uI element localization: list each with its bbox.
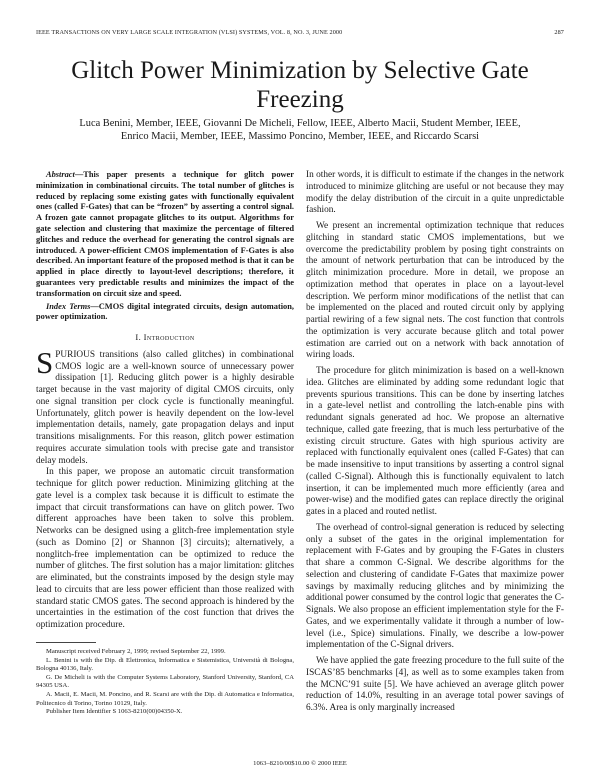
footnote-publisher-id: Publisher Item Identifier S 1063-8210(00)04350-X. — [46, 708, 183, 716]
left-column — [36, 170, 294, 632]
abstract-lead: Abstract — [46, 170, 75, 179]
copyright-line: 1063–8210/00$10.00 © 2000 IEEE — [253, 760, 347, 767]
abstract-text: —This paper presents a technique for glitch power minimization in combinational circuits. The total number of glitches is reduced by replacing some existing gates with functionally equivalent ones (called F-Gates) that can be “frozen” by asserting a control signal. A frozen gate cannot propagate glitches to its output. Algorithms for gate selection and clustering that maximize the percentage of filtered glitches and reduce the overhead for generating the control signals are introduced. A power-efficient CMOS implementation of F-Gates is also described. An important feature of the proposed method is that it can be applied in place directly to layout-level descriptions; therefore, it guarantees very predictable results and minimizes the impact of the transformation on circuit size and speed. — [36, 170, 294, 298]
abstract — [36, 170, 294, 300]
right-paragraph-3: The procedure for glitch minimization is based on a well-known idea. Glitches are eliminated by adding some redundant logic that prevents spurious transitions. This can be done by inserting latches in a gate-level netlist and controlling the latch-enable pins with redundant signals generated ad hoc. We propose an alternative technique, called gate freezing, that is much less perturbative of the existing circuit structure. Gates with high spurious activity are replaced with functionally equivalent ones (called F-Gates) that can be made insensitive to input transitions by asserting a control signal (called C-Signal). Although this is functionally equivalent to latch insertion, it can be implemented much more efficiently (area and power-wise) and the modified gates can replace directly the original gates in a placed and routed netlist. — [306, 366, 564, 517]
footnotes — [36, 648, 294, 717]
author-block — [60, 117, 540, 143]
right-paragraph-5: We have applied the gate freezing procedure to the full suite of the ISCAS’85 benchmarks [4], as well as to some examples taken from the MCNC’91 suite [5]. We have achieved an average glitch power reduction of 14.0%, resulting in an average total power savings of 6.3%. Area is only marginally increased — [306, 656, 564, 713]
footnote-benini: L. Benini is with the Dip. di Elettronica, Informatica e Sistemistica, Università di Bologna, Bologna 40136, Italy. — [36, 656, 294, 673]
right-paragraph-2: We present an incremental optimization technique that reduces glitching in standard static CMOS implementations, but we overcome the predictability problem by posing tight constraints on the amount of network perturbation that can be introduced by the glitch minimization procedure. More in detail, we propose an optimization method that operates in place on a layout-level description. We perform minor modifications of the netlist that can be implemented on the placed and routed circuit only by applying partial rewiring of a few signal nets. The cost function that controls the optimization is very accurate because glitch and total power estimation are carried out on a network with back annotation of wiring loads. — [306, 221, 564, 361]
index-terms — [36, 302, 294, 324]
intro-paragraph-2: In this paper, we propose an automatic circuit transformation technique for glitch power reduction. Minimizing glitching at the gate level is a complex task because it is difficult to estimate the impact that circuit transformations can have on glitch power. Two different approaches have been taken to solve this problem. Networks can be designed using a glitch-free implementation style (such as Domino [2] or Shannon [3] circuits); alternatively, a nonglitch-free implementation can be optimized to reduce the number of glitches. The first solution has a major limitation: glitches are eliminated, but the constraints imposed by the design style may lead to circuits that are less power efficient than those realized with standard static CMOS gates. The second approach is hindered by the uncertainties in the estimation of the cost function that drives the optimization procedure. — [36, 467, 294, 631]
footnote-divider — [36, 642, 96, 643]
footnote-manuscript: Manuscript received February 2, 1999; revised September 22, 1999. — [46, 648, 226, 655]
footnote-de-micheli: G. De Micheli is with the Computer Systems Laboratory, Stanford University, Stanford, CA 94305 USA. — [36, 673, 294, 690]
authors-line-2: Enrico Macii, Member, IEEE, Massimo Poncino, Member, IEEE, and Riccardo Scarsi — [120, 131, 480, 142]
index-terms-text: —CMOS digital integrated circuits, design automation, power optimization. — [36, 301, 295, 322]
intro-paragraph-1: SPURIOUS transitions (also called glitches) in combinational CMOS logic are a well-known source of unnecessary power dissipation [1]. Reducing glitch power is a highly desirable target because in the vast majority of digital CMOS circuits, only one signal transition per clock cycle is functionally meaningful. Unfortunately, glitch power is heavily dependent on the low-level implementation details, namely, gate propagation delays and input transitions misalignments. For this reason, glitch power estimation requires accurate simulation tools with precise gate and transistor delay models. — [36, 344, 294, 466]
footnote-torino: A. Macii, E. Macii, M. Poncino, and R. Scarsi are with the Dip. di Automatica e Informatica, Politecnico di Torino, Torino 10129, Italy. — [36, 690, 294, 707]
right-paragraph-1: In other words, it is difficult to estimate if the changes in the network introduced to minimize glitching are useful or not because they may modify the delay distribution of the circuit in a quite unpredictable fashion. — [306, 170, 564, 216]
authors-line-1: Luca Benini, Member, IEEE, Giovanni De Micheli, Fellow, IEEE, Alberto Macii, Student Member, IEEE, — [79, 118, 521, 129]
journal-header: IEEE TRANSACTIONS ON VERY LARGE SCALE INTEGRATION (VLSI) SYSTEMS, VOL. 8, NO. 3, JUNE 2000 — [36, 29, 343, 36]
right-paragraph-4: The overhead of control-signal generation is reduced by selecting only a subset of the gates in the original implementation for replacement with F-Gates and by grouping the F-Gates in clusters that share a common C-Signal. We describe algorithms for the selection and clustering of candidate F-Gates that maximize power savings by maximally reducing glitches and by minimizing the additional power consumed by the control logic that generates the C-Signals. We also propose an efficient implementation style for the F-Gates, and we experimentally validate it through a number of low-level (i.e., Spice) simulations. Finally, we describe a low-power implementation of the C-Signal drivers. — [306, 522, 564, 651]
index-terms-lead: Index Terms — [46, 301, 91, 311]
running-head — [36, 29, 564, 36]
section-heading-introduction: I. Introduction — [135, 332, 195, 343]
paper-title: Glitch Power Minimization by Selective Gate Freezing — [71, 57, 529, 113]
page-number: 287 — [554, 29, 564, 36]
right-column — [306, 170, 564, 715]
